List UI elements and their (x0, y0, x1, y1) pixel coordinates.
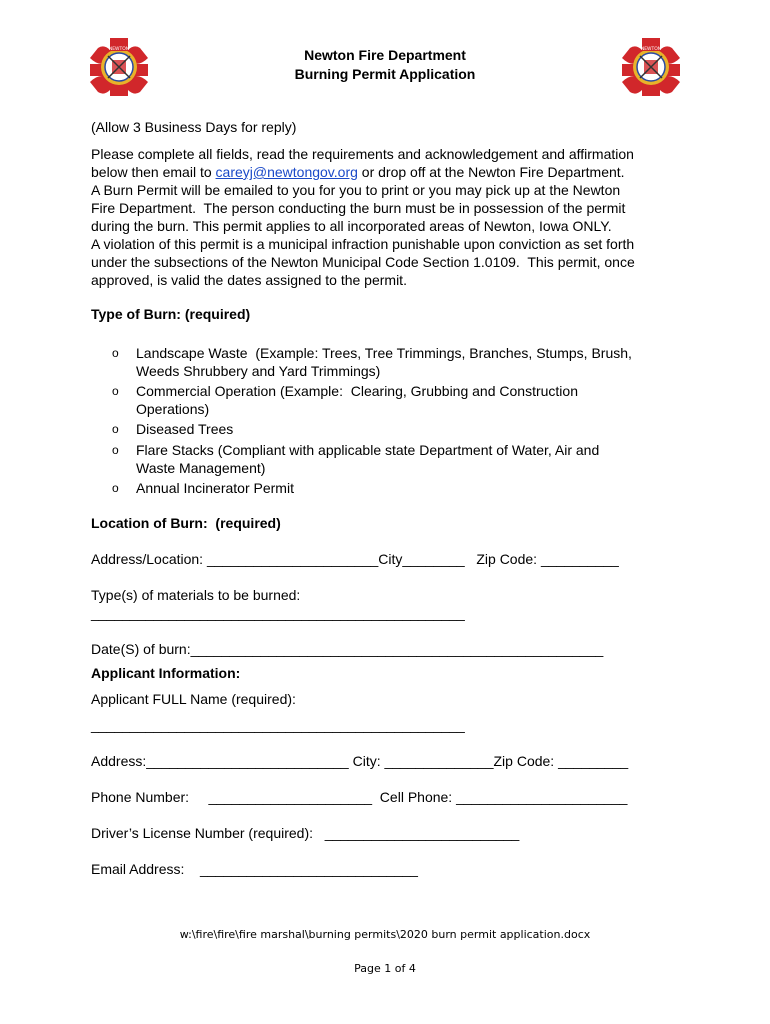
intro-line: Fire Department. The person conducting the burn must be in possession of the permit (91, 200, 626, 216)
burn-dates-field[interactable]: _____________________________________________________ (190, 641, 604, 657)
cell-phone-label: Cell Phone: (372, 789, 457, 805)
svg-text:NEWTON: NEWTON (108, 47, 130, 52)
file-path-footer: w:\fire\fire\fire marshal\burning permits\2020 burn permit application.docx (179, 928, 591, 941)
svg-text:NEWTON: NEWTON (640, 47, 662, 52)
intro-line: A Burn Permit will be emailed to you for you to print or you may pick up at the Newton (91, 182, 621, 198)
zip-label: Zip Code: (464, 551, 541, 567)
option-bullet[interactable]: o (112, 443, 119, 457)
burn-option-commercial: Commercial Operation (Example: Clearing, Grubbing and Construction (136, 383, 578, 399)
burn-dates-label: Date(S) of burn: (91, 641, 191, 657)
email-address-label: Email Address: (91, 861, 200, 877)
applicant-name-field[interactable]: ________________________________________________ (91, 717, 465, 733)
form-title: Burning Permit Application (294, 66, 476, 82)
allow-note: (Allow 3 Business Days for reply) (91, 119, 297, 135)
page-number: Page 1 of 4 (354, 962, 416, 975)
intro-line: under the subsections of the Newton Municipal Code Section 1.0109. This permit, once (91, 254, 635, 270)
option-bullet[interactable]: o (112, 422, 119, 436)
applicant-city-field[interactable]: ______________ (384, 753, 494, 769)
applicant-city-label: City: (348, 753, 385, 769)
burn-option-flare-stacks: Flare Stacks (Compliant with applicable state Department of Water, Air and (136, 442, 600, 458)
phone-row (91, 788, 627, 806)
address-location-label: Address/Location: (91, 551, 207, 567)
burn-dates-row (91, 640, 603, 658)
applicant-zip-field[interactable]: _________ (558, 753, 629, 769)
burn-option-landscape-cont: Weeds Shrubbery and Yard Trimmings) (136, 363, 381, 379)
intro-line: approved, is valid the dates assigned to the permit. (91, 272, 407, 288)
intro-text: or drop off at the Newton Fire Department. (357, 164, 625, 180)
intro-line (91, 163, 625, 181)
burn-option-landscape: Landscape Waste (Example: Trees, Tree Trimmings, Branches, Stumps, Brush, (136, 345, 632, 361)
option-bullet[interactable]: o (112, 481, 119, 495)
burn-type-heading: Type of Burn: (required) (91, 306, 251, 322)
burn-option-commercial-cont: Operations) (136, 401, 210, 417)
applicant-heading: Applicant Information: (91, 665, 241, 681)
burn-option-diseased-trees: Diseased Trees (136, 421, 234, 437)
intro-text: below then email to (91, 164, 216, 180)
burn-option-flare-stacks-cont: Waste Management) (136, 460, 266, 476)
intro-line: Please complete all fields, read the requirements and acknowledgement and affirmation (91, 146, 634, 162)
zip-field[interactable]: __________ (540, 551, 619, 567)
department-title: Newton Fire Department (304, 47, 466, 63)
email-row (91, 860, 418, 878)
burn-option-incinerator: Annual Incinerator Permit (136, 480, 294, 496)
option-bullet[interactable]: o (112, 346, 119, 360)
intro-line: A violation of this permit is a municipal infraction punishable upon conviction as set forth (91, 236, 635, 252)
license-row (91, 824, 519, 842)
cell-phone-field[interactable]: ______________________ (456, 789, 628, 805)
location-address-row (91, 550, 619, 568)
address-location-field[interactable]: ______________________ (206, 551, 379, 567)
applicant-zip-label: Zip Code: (493, 753, 559, 769)
applicant-address-label: Address: (91, 753, 147, 769)
applicant-address-row (91, 752, 628, 770)
intro-line: during the burn. This permit applies to all incorporated areas of Newton, Iowa ONLY. (91, 218, 612, 234)
city-label: City (378, 551, 403, 567)
location-heading: Location of Burn: (required) (91, 515, 281, 531)
email-link[interactable]: careyj@newtongov.org (215, 164, 358, 180)
license-field[interactable]: _________________________ (324, 825, 520, 841)
city-field[interactable]: ________ (402, 551, 465, 567)
option-bullet[interactable]: o (112, 384, 119, 398)
materials-field[interactable]: ________________________________________________ (91, 605, 465, 621)
applicant-name-label: Applicant FULL Name (required): (91, 691, 296, 707)
phone-label: Phone Number: (91, 789, 209, 805)
materials-label: Type(s) of materials to be burned: (91, 587, 301, 603)
license-label: Driver’s License Number (required): (91, 825, 325, 841)
email-address-field[interactable]: ____________________________ (199, 861, 418, 877)
applicant-address-field[interactable]: __________________________ (146, 753, 349, 769)
phone-field[interactable]: _____________________ (208, 789, 373, 805)
